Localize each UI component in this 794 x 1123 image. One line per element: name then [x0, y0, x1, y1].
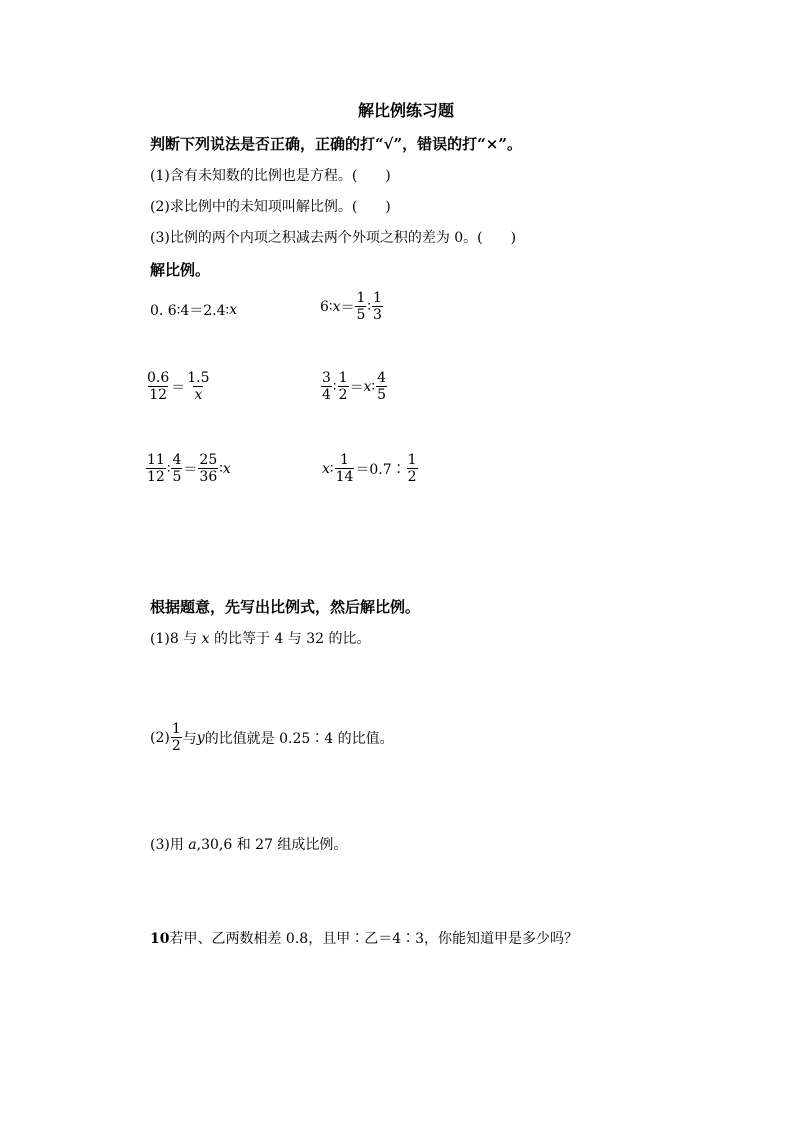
numerator: 1.5 [187, 370, 210, 386]
problem-text: (1)8 与 [150, 631, 202, 647]
denominator: 5 [356, 307, 366, 324]
fraction [376, 370, 387, 403]
equals-sign: ＝ [340, 299, 355, 316]
numerator: 1 [373, 290, 382, 306]
colon: ∶ [367, 298, 372, 315]
fraction [407, 452, 418, 485]
variable-x: x [201, 631, 210, 647]
numerator: 1 [171, 721, 181, 737]
word-problem-2 [150, 721, 394, 754]
colon: ∶ [166, 460, 171, 477]
fraction [355, 290, 366, 323]
question-10 [150, 928, 578, 948]
denominator: 3 [373, 307, 382, 324]
equation-text: ＝0.7∶ [355, 461, 406, 478]
numerator: 1 [407, 452, 417, 468]
colon: ∶ [219, 460, 223, 477]
numerator: 25 [199, 452, 218, 468]
colon: ∶ [332, 378, 337, 395]
question-number: 10 [150, 931, 170, 947]
numerator: 4 [172, 452, 182, 468]
numerator: 3 [322, 370, 331, 386]
fraction [335, 452, 355, 485]
denominator: 14 [335, 469, 354, 486]
variable-x: x [222, 460, 231, 477]
solve-heading: 解比例。 [150, 261, 211, 279]
fraction [198, 452, 218, 485]
denominator: 36 [199, 469, 218, 486]
denominator: 2 [338, 387, 348, 404]
equation-3 [145, 370, 212, 403]
equation-text: 6∶ [320, 298, 333, 315]
variable-x: x [332, 298, 341, 315]
problem-text: (2) [150, 729, 170, 746]
variable-a: a [188, 837, 197, 853]
colon: ∶ [329, 460, 334, 477]
equation-6 [322, 452, 419, 485]
variable-x: x [229, 302, 238, 318]
numerator: 1 [356, 290, 366, 306]
equals-sign: ＝ [183, 461, 198, 478]
denominator: 5 [377, 387, 386, 404]
problem-text: 的比值就是 0.25∶4 的比值。 [204, 730, 394, 747]
fraction [321, 370, 332, 403]
judge-heading: 判断下列说法是否正确，正确的打“√”，错误的打“×”。 [150, 135, 522, 153]
numerator: 0.6 [147, 370, 170, 386]
problem-text: 与 [182, 730, 197, 747]
equals-sign: ＝ [171, 379, 186, 396]
numerator: 4 [377, 370, 386, 386]
colon: ∶ [371, 378, 376, 395]
numerator: 1 [338, 370, 348, 386]
variable-x: x [322, 460, 330, 477]
word-problem-heading: 根据题意，先写出比例式，然后解比例。 [150, 598, 421, 616]
equation-5 [145, 452, 231, 485]
judge-item-2: (2)求比例中的未知项叫解比例。( ) [150, 199, 391, 215]
equals-sign: ＝ [349, 379, 364, 396]
problem-text: (3)用 [150, 837, 189, 853]
fraction [338, 370, 349, 403]
problem-text: ,30,6 和 27 组成比例。 [196, 837, 348, 853]
fraction [372, 290, 383, 323]
denominator: 5 [172, 469, 182, 486]
fraction [171, 452, 182, 485]
numerator: 1 [340, 452, 349, 468]
variable-x: x [363, 378, 372, 395]
page-title: 解比例练习题 [358, 101, 455, 120]
denominator: x [194, 387, 203, 404]
equation-1 [150, 300, 237, 320]
variable-y: y [196, 729, 205, 746]
word-problem-1 [150, 628, 371, 648]
equation-4 [320, 370, 388, 403]
denominator: 2 [171, 738, 181, 755]
fraction [146, 452, 166, 485]
denominator: 4 [322, 387, 331, 404]
numerator: 11 [147, 452, 165, 468]
fraction [186, 370, 210, 403]
judge-item-1: (1)含有未知数的比例也是方程。( ) [150, 168, 391, 184]
equation-2 [320, 290, 384, 323]
word-problem-3 [150, 834, 347, 854]
denominator: 12 [147, 469, 165, 486]
question-text: 若甲、乙两数相差 0.8，且甲∶乙＝4∶3，你能知道甲是多少吗？ [169, 931, 579, 947]
fraction [171, 721, 182, 754]
denominator: 2 [407, 469, 417, 486]
fraction [146, 370, 170, 403]
denominator: 12 [149, 387, 168, 404]
judge-item-3: (3)比例的两个内项之积减去两个外项之积的差为 0。( ) [150, 230, 517, 246]
equation-text: 0. 6∶4＝2.4∶ [150, 303, 230, 319]
problem-text: 的比等于 4 与 32 的比。 [209, 631, 371, 647]
